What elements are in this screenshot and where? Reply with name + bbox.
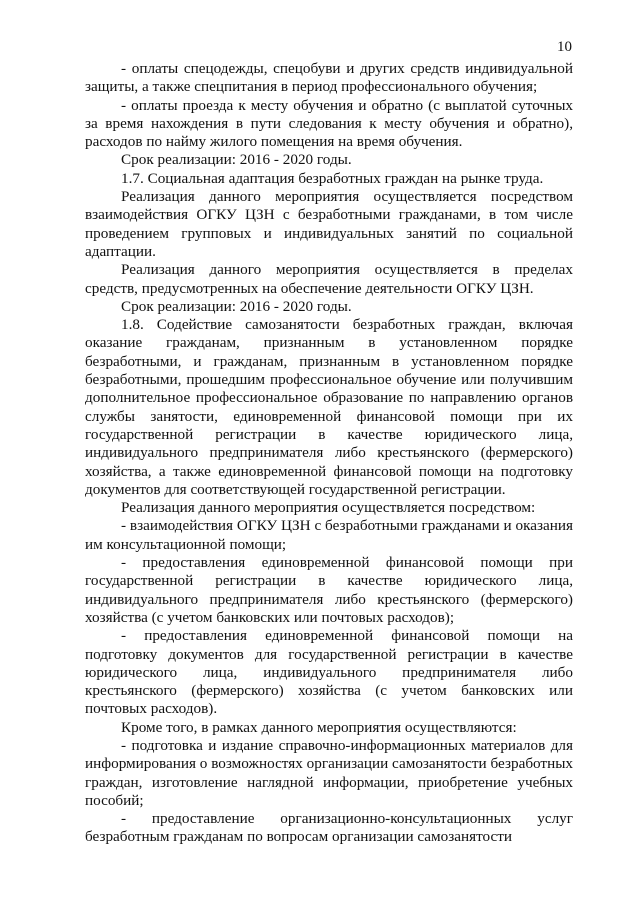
page-number: 10 <box>557 39 572 55</box>
paragraph-item: Срок реализации: 2016 - 2020 годы. <box>121 151 352 169</box>
paragraph-item: Реализация данного мероприятия осуществляется посредством взаимодействия ОГКУ ЦЗН с безработными гражданами, в том числе проведением групповых и индивидуальных занятий по социальной адаптации. <box>85 188 573 260</box>
paragraph-item: - предоставления единовременной финансовой помощи при государственной регистрации в качестве юридического лица, индивидуального предпринимателя либо крестьянского (фермерского) хозяйства (с учетом банковских или почтовых расходов); <box>85 554 573 626</box>
paragraph-item: - подготовка и издание справочно-информационных материалов для информирования о возможностях организации самозанятости безработных граждан, изготовление наглядной информации, приобретение учебных пособий; <box>85 736 573 809</box>
paragraph-item: - предоставление организационно-консультационных услуг безработным гражданам по вопросам организации самозанятости <box>85 810 573 846</box>
document-body <box>85 60 573 847</box>
paragraph-item: - оплаты проезда к месту обучения и обратно (с выплатой суточных за время нахождения в пути следования к месту обучения и обратно), расходов по найму жилого помещения на время обучения. <box>85 96 573 151</box>
paragraph-item: Кроме того, в рамках данного мероприятия осуществляются: <box>121 718 517 736</box>
section-heading: 1.8. Содействие самозанятости безработных граждан, включая оказание гражданам, признанным в установленном порядке безработными, и гражданам, признанным в установленном порядке безработными, прошедшим профессиональное обучение или получившим дополнительное профессиональное образование по направлению органов службы занятости, единовременной финансовой помощи при их государственной регистрации в качестве юридического лица, индивидуального предпринимателя либо крестьянского (фермерского) хозяйства, а также единовременной финансовой помощи на подготовку документов для соответствующей государственной регистрации. <box>85 316 573 498</box>
paragraph-item: - предоставления единовременной финансовой помощи на подготовку документов для государственной регистрации в качестве юридического лица, индивидуального предпринимателя либо крестьянского (фермерского) хозяйства (с учетом банковских или почтовых расходов). <box>85 627 573 718</box>
paragraph-item: - взаимодействия ОГКУ ЦЗН с безработными гражданами и оказания им консультационной помощи; <box>85 517 573 553</box>
section-heading: 1.7. Социальная адаптация безработных граждан на рынке труда. <box>121 169 544 187</box>
paragraph-item: Реализация данного мероприятия осуществляется в пределах средств, предусмотренных на обеспечение деятельности ОГКУ ЦЗН. <box>85 261 573 297</box>
paragraph-item: - оплаты спецодежды, спецобуви и других средств индивидуальной защиты, а также спецпитания в период профессионального обучения; <box>85 60 573 96</box>
paragraph-item: Реализация данного мероприятия осуществляется посредством: <box>121 499 536 517</box>
paragraph-item: Срок реализации: 2016 - 2020 годы. <box>121 297 352 315</box>
